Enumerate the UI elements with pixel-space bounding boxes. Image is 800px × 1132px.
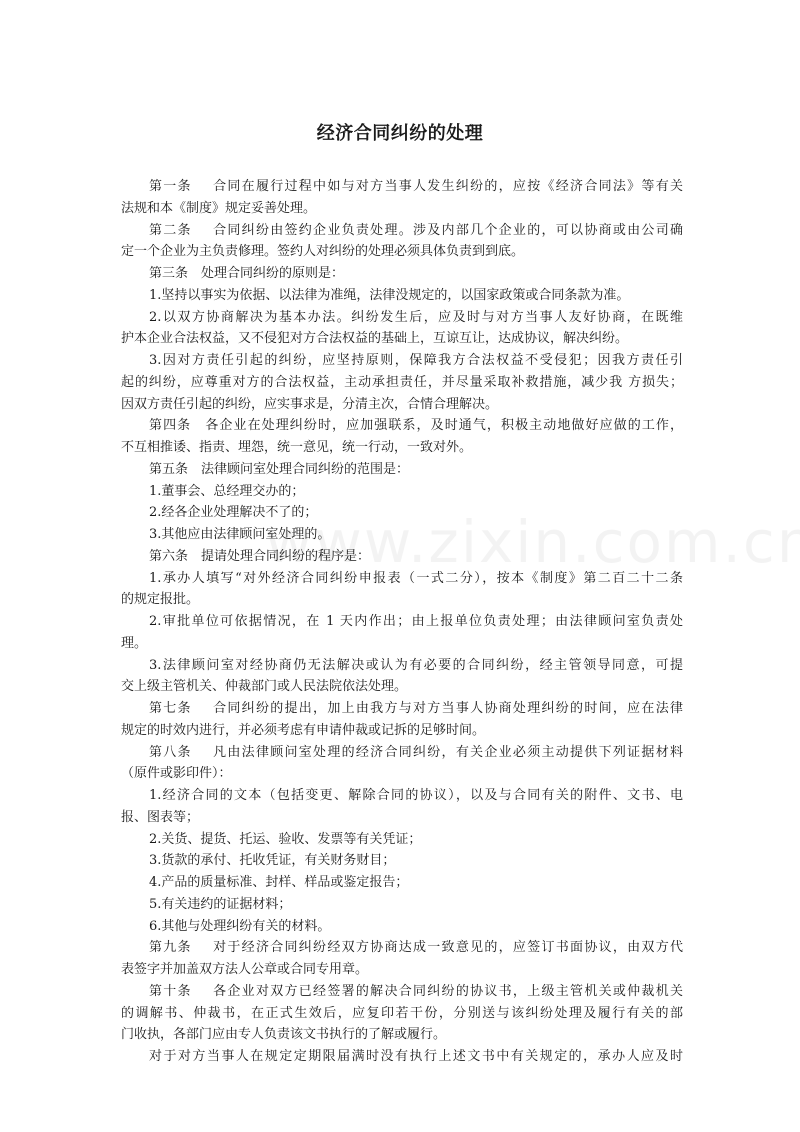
paragraph-line [121, 220, 683, 242]
line-text: 3.货款的承付、托收凭证，有关财务财目； [149, 853, 396, 869]
line-text: 2.经各企业处理解决不了的； [149, 505, 318, 521]
paragraph-line [121, 176, 683, 198]
line-text: 交上级主管机关、仲裁部门或人民法院依法处理。 [121, 679, 408, 695]
paragraph-line [121, 568, 683, 590]
paragraph-line [121, 742, 683, 764]
line-text: 规定的时效内进行，并必须考虑有申请仲裁或记拆的足够时间。 [121, 722, 486, 738]
line-text: 1.承办人填写“对外经济合同纠纷申报表（一式二分），按本《制度》第二百二十二条 [149, 570, 683, 586]
line-text: 4.产品的质量标准、封样、样品或鉴定报告； [149, 875, 409, 890]
paragraph-line [121, 198, 683, 220]
article-number: 第九条 [149, 940, 192, 956]
paragraph-line [121, 459, 683, 481]
paragraph-line [121, 698, 683, 720]
document-body [121, 176, 683, 1068]
paragraph-line [121, 611, 683, 633]
line-text: 凡由法律顾问室处理的经济合同纠纷，有关企业必须主动提供下列证据材料 [211, 744, 683, 760]
line-text: 2.审批单位可依据情况，在 1 天内作出；由上报单位负责处理；由法律顾问室负责处 [149, 614, 683, 629]
paragraph-line [121, 285, 683, 307]
line-text: 1.经济合同的文本（包括变更、解除合同的协议），以及与合同有关的附件、文书、电 [149, 788, 683, 803]
article-number: 第一条 [149, 179, 192, 194]
paragraph-line [121, 633, 683, 655]
paragraph-line [121, 1003, 683, 1025]
paragraph-line [121, 807, 683, 829]
paragraph-line [121, 524, 683, 546]
line-text: 1.董事会、总经理交办的； [149, 483, 305, 499]
line-text: 第四条 各企业在处理纠纷时，应加强联系，及时通气，积极主动地做好应做的工作， [149, 418, 683, 434]
line-text: 各企业对双方已经签署的解决合同纠纷的协议书，上级主管机关或仲裁机关 [211, 983, 683, 999]
paragraph-line [121, 850, 683, 872]
article-number: 第七条 [149, 701, 192, 716]
line-text: 法规和本《制度》规定妥善处理。 [121, 200, 317, 216]
line-text: 第三条 处理合同纠纷的原则是： [149, 266, 345, 281]
line-text: 3.因对方责任引起的纠纷，应坚持原则，保障我方合法权益不受侵犯；因我方责任引 [149, 353, 683, 368]
line-text: 理。 [121, 635, 148, 651]
article-number: 第十条 [149, 983, 192, 999]
line-text: 合同在履行过程中如与对方当事人发生纠纷的，应按《经济合同法》等有关 [211, 179, 683, 194]
paragraph-line [121, 763, 683, 785]
paragraph-line [121, 502, 683, 524]
paragraph-line [121, 372, 683, 394]
line-text: 1.坚持以事实为依据、以法律为准绳，法律没规定的，以国家政策或合同条款为准。 [149, 287, 630, 303]
paragraph-line [121, 981, 683, 1003]
paragraph-line [121, 720, 683, 742]
paragraph-line [121, 481, 683, 503]
line-text: 合同纠纷的提出，加上由我方与对方当事人协商处理纠纷的时间，应在法律 [211, 701, 683, 716]
paragraph-line [121, 241, 683, 263]
line-text: 2.关货、提货、托运、验收、发票等有关凭证； [149, 831, 422, 847]
line-text: 表签字并加盖双方法人公章或合同专用章。 [121, 962, 369, 977]
document-title: 经济合同纠纷的处理 [316, 123, 484, 144]
paragraph-line [121, 829, 683, 851]
line-text: 3.法律顾问室对经协商仍无法解决或认为有必要的合同纠纷，经主管领导同意，可提 [149, 657, 683, 673]
line-text: 护本企业合法权益，又不侵犯对方合法权益的基础上，互谅互让，达成协议，解决纠纷。 [121, 331, 629, 347]
paragraph-line [121, 307, 683, 329]
line-text: 的调解书、仲裁书，在正式生效后，应复印若干份，分别送与该纠纷处理及履行有关的部 [121, 1005, 683, 1021]
line-text: 对于经济合同纠纷经双方协商达成一致意见的，应签订书面协议，由双方代 [211, 940, 683, 956]
paragraph-line [121, 937, 683, 959]
paragraph-line [121, 676, 683, 698]
paragraph-line [121, 415, 683, 437]
paragraph-line [121, 655, 683, 677]
paragraph-line [121, 959, 683, 981]
paragraph-line [121, 437, 683, 459]
line-text: 第六条 提请处理合同纠纷的程序是： [149, 548, 371, 564]
paragraph-line [121, 546, 683, 568]
line-text: 定一个企业为主负责修理。签约人对纠纷的处理必须具体负责到到底。 [121, 244, 525, 260]
paragraph-line [121, 1046, 683, 1068]
paragraph-line [121, 328, 683, 350]
line-text: 合同纠纷由签约企业负责处理。涉及内部几个企业的，可以协商或由公司确 [211, 222, 683, 238]
line-text: 起的纠纷，应尊重对方的合法权益，主动承担责任，并尽量采取补救措施，减少我 方损失； [121, 374, 683, 390]
line-text: 不互相推诿、指责、埋怨，统一意见，统一行动，一致对外。 [121, 440, 473, 455]
line-text: 6.其他与处理纠纷有关的材料。 [149, 918, 331, 934]
paragraph-line [121, 394, 683, 416]
paragraph-line [121, 350, 683, 372]
article-number: 第八条 [149, 744, 192, 760]
paragraph-line [121, 785, 683, 807]
line-text: 第五条 法律顾问室处理合同纠纷的范围是： [149, 461, 410, 477]
line-text: 因双方责任引起的纠纷，应实事求是，分清主次，合情合理解决。 [121, 396, 499, 412]
line-text: 5.有关违约的证据材料； [149, 896, 292, 912]
line-text: （原件或影印件）： [121, 766, 232, 782]
line-text: 门收执，各部门应由专人负责该文书执行的了解或履行。 [121, 1027, 447, 1043]
paragraph-line [121, 1024, 683, 1046]
paragraph-line [121, 894, 683, 916]
line-text: 对于对方当事人在规定定期限届满时没有执行上述文书中有关规定的，承办人应及时 [149, 1049, 683, 1064]
paragraph-line [121, 263, 683, 285]
line-text: 2.以双方协商解决为基本办法。纠纷发生后，应及时与对方当事人友好协商，在既维 [149, 309, 683, 325]
paragraph-line [121, 872, 683, 894]
line-text: 的规定报批。 [121, 592, 200, 608]
paragraph-line [121, 589, 683, 611]
article-number: 第二条 [149, 222, 192, 238]
paragraph-line [121, 916, 683, 938]
line-text: 报、图表等； [121, 809, 200, 825]
line-text: 3.其他应由法律顾问室处理的。 [149, 527, 331, 542]
